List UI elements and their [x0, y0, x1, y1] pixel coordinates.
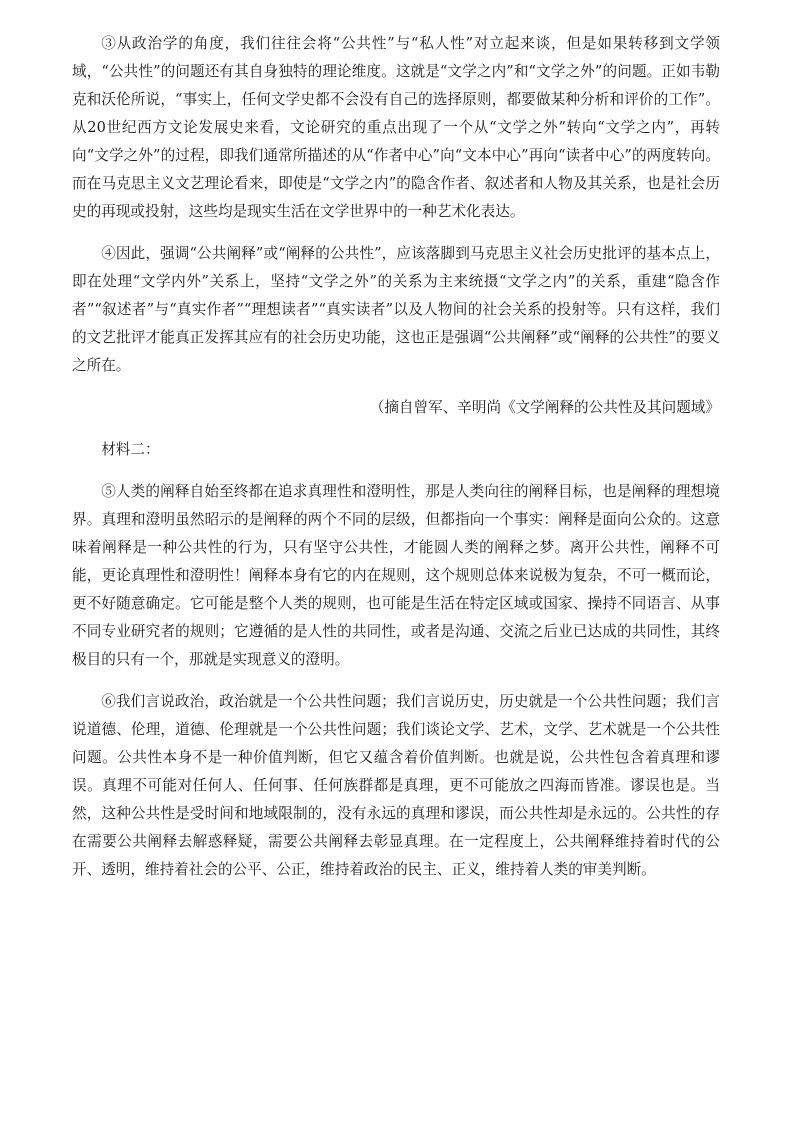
- source-citation: （摘自曾军、辛明尚《文学阐释的公共性及其问题域》: [369, 399, 720, 416]
- paragraph-3: ③从政治学的角度，我们往往会将“公共性”与“私人性”对立起来谈，但是如果转移到文学领域，“公共性”的问题还有其自身独特的理论维度。这就是“文学之内”和“文学之外”的问题。正如韦勒克和沃伦所说，“事实上，任何文学史都不会没有自己的选择原则，都要做某种分析和评价的工作”。从20世纪西方文论发展史来看，文论研究的重点出现了一个从“文学之外”转向“文学之内”，再转向“文学之外”的过程，即我们通常所描述的从“作者中心”向“文本中心”再向“读者中心”的两度转向。而在马克思主义文艺理论看来，即使是“文学之内”的隐含作者、叙述者和人物及其关系，也是社会历史的再现或投射，这些均是现实生活在文学世界中的一种艺术化表达。: [72, 35, 720, 220]
- paragraph-5: ⑤人类的阐释自始至终都在追求真理性和澄明性，那是人类向往的阐释目标，也是阐释的理想境界。真理和澄明虽然昭示的是阐释的两个不同的层级，但都指向一个事实：阐释是面向公众的。这意味着阐释是一种公共性的行为，只有坚守公共性，才能圆人类的阐释之梦。离开公共性，阐释不可能，更论真理性和澄明性！阐释本身有它的内在规则，这个规则总体来说极为复杂，不可一概而论，更不好随意确定。它可能是整个人类的规则，也可能是生活在特定区域或国家、操持不同语言、从事不同专业研究者的规则；它遵循的是人性的共同性，或者是沟通、交流之后业已达成的共同性，其终极目的只有一个，那就是实现意义的澄明。: [72, 483, 720, 668]
- paragraph-6: ⑥我们言说政治，政治就是一个公共性问题；我们言说历史，历史就是一个公共性问题；我们言说道德、伦理，道德、伦理就是一个公共性问题；我们谈论文学、艺术，文学、艺术就是一个公共性问题。公共性本身不是一种价值判断，但它又蕴含着价值判断。也就是说，公共性包含着真理和谬误。真理不可能对任何人、任何事、任何族群都是真理，更不可能放之四海而皆准。谬误也是。当然，这种公共性是受时间和地域限制的，没有永远的真理和谬误，而公共性却是永远的。公共性的存在需要公共阐释去解惑释疑，需要公共阐释去彰显真理。在一定程度上，公共阐释维持着时代的公开、透明，维持着社会的公平、公正，维持着政治的民主、正义，维持着人类的审美判断。: [72, 693, 720, 878]
- paragraph-4: ④因此，强调“公共阐释”或“阐释的公共性”，应该落脚到马克思主义社会历史批评的基本点上，即在处理“文学内外”关系上，坚持“文学之外”的关系为主来统摄“文学之内”的关系，重建“隐含作者”“叙述者”与“真实作者”“理想读者”“真实读者”以及人物间的社会关系的投射等。只有这样，我们的文艺批评才能真正发挥其应有的社会历史功能，这也正是强调“公共阐释”或“阐释的公共性”的要义之所在。: [72, 245, 720, 374]
- document-page: [72, 30, 720, 884]
- material-label: 材料二：: [101, 441, 160, 458]
